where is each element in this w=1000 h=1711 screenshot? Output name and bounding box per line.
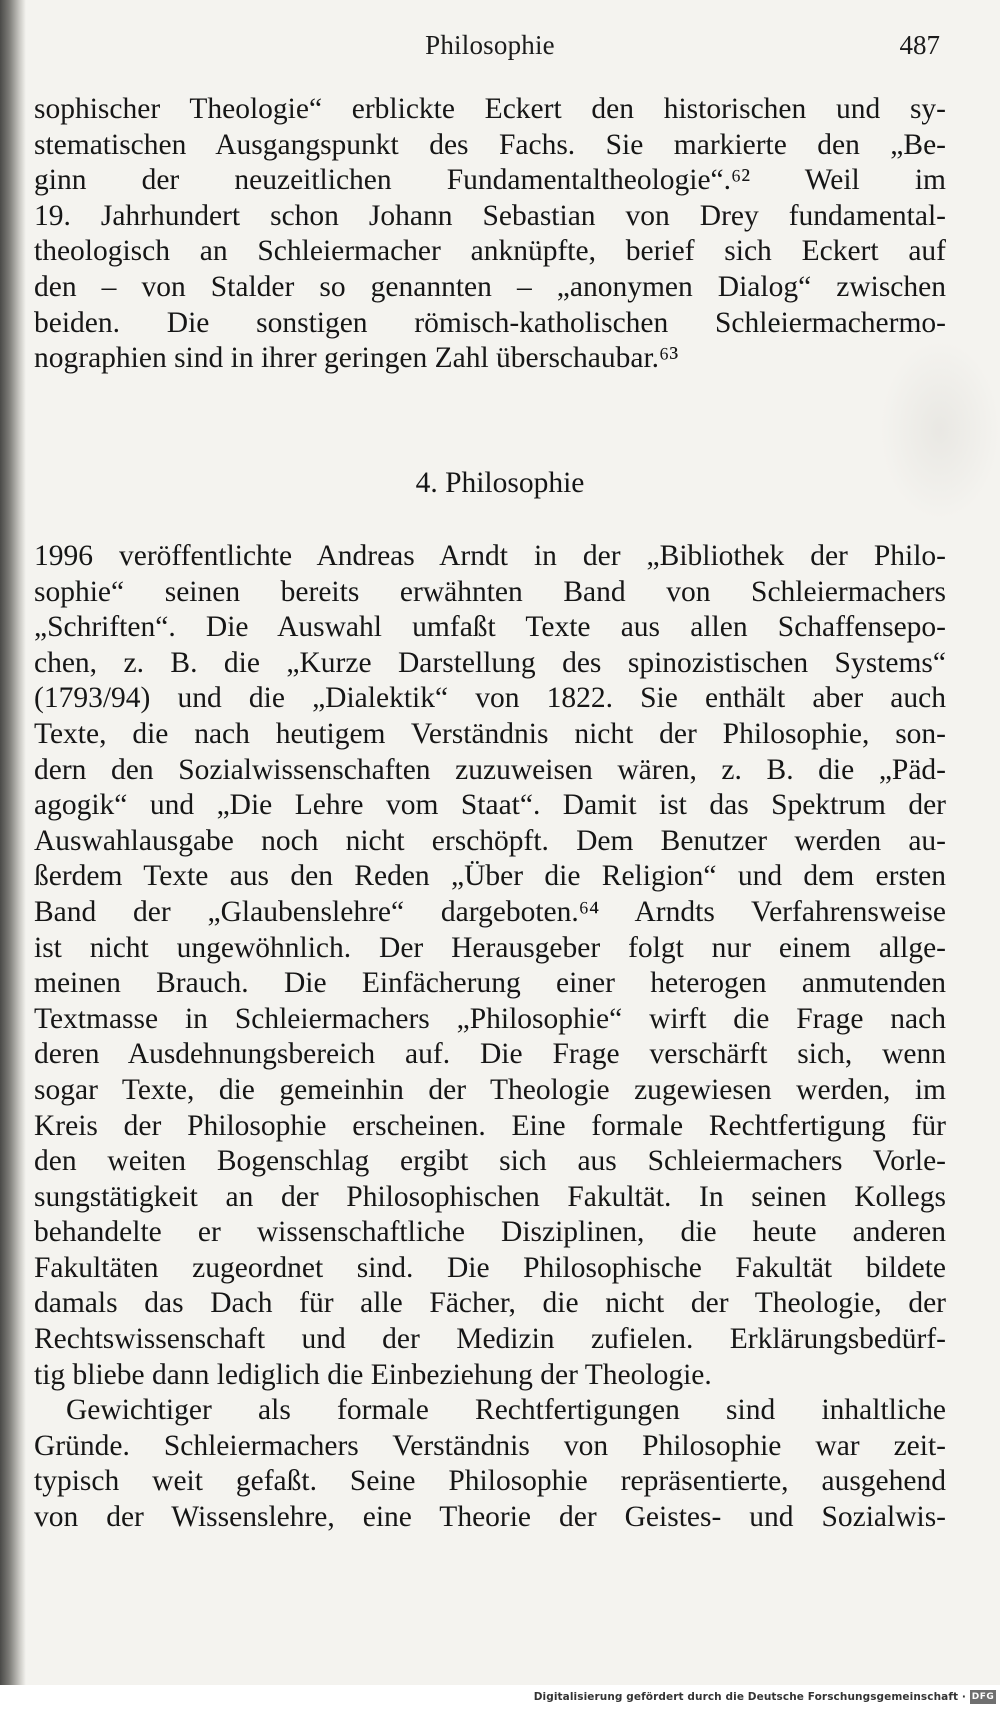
digitization-footer xyxy=(0,1685,1000,1711)
text-line: von der Wissenslehre, eine Theorie der Geistes- und Sozialwis- xyxy=(34,1500,946,1533)
text-line: „Schriften“. Die Auswahl umfaßt Texte aus allen Schaffensepo- xyxy=(34,611,946,644)
text-line: chen, z. B. die „Kurze Darstellung des spinozistischen Systems“ xyxy=(34,646,946,679)
text-line: 19. Jahrhundert schon Johann Sebastian von Drey fundamental- xyxy=(34,199,946,232)
text-line: sophischer Theologie“ erblickte Eckert den historischen und sy- xyxy=(34,93,946,125)
text-line: meinen Brauch. Die Einfächerung einer heterogen anmutenden xyxy=(34,967,946,1000)
text-line: Rechtswissenschaft und der Medizin zufielen. Erklärungsbedürf- xyxy=(34,1323,946,1356)
text-line: den – von Stalder so genannten – „anonymen Dialog“ zwischen xyxy=(34,270,946,303)
paragraph-next xyxy=(34,1393,946,1535)
text-line: behandelte er wissenschaftliche Disziplinen, die heute anderen xyxy=(34,1216,946,1249)
text-line: dern den Sozialwissenschaften zuzuweisen wären, z. B. die „Päd- xyxy=(34,753,946,786)
digitization-credit: Digitalisierung gefördert durch die Deutsche Forschungsgemeinschaft · xyxy=(533,1691,966,1703)
text-line: Gewichtiger als formale Rechtfertigungen sind inhaltliche xyxy=(66,1394,946,1426)
text-line: stematischen Ausgangspunkt des Fachs. Sie markierte den „Be- xyxy=(34,128,946,161)
text-line: typisch weit gefaßt. Seine Philosophie repräsentierte, ausgehend xyxy=(34,1465,946,1498)
text-line: sogar Texte, die gemeinhin der Theologie zugewiesen werden, im xyxy=(34,1073,946,1106)
text-line: Texte, die nach heutigem Verständnis nicht der Philosophie, son- xyxy=(34,717,946,750)
text-line: tig bliebe dann lediglich die Einbeziehung der Theologie. xyxy=(34,1358,712,1391)
text-line: sophie“ seinen bereits erwähnten Band von Schleiermachers xyxy=(34,575,946,608)
text-line: sungstätigkeit an der Philosophischen Fakultät. In seinen Kollegs xyxy=(34,1180,946,1213)
text-line: nographien sind in ihrer geringen Zahl überschaubar.⁶³ xyxy=(34,342,679,375)
text-line: ginn der neuzeitlichen Fundamentaltheologie“.⁶² Weil im xyxy=(34,164,946,197)
text-line: Gründe. Schleiermachers Verständnis von Philosophie war zeit- xyxy=(34,1429,946,1462)
running-head xyxy=(40,30,940,70)
binding-shadow xyxy=(0,0,26,1711)
text-line: Band der „Glaubenslehre“ dargeboten.⁶⁴ Arndts Verfahrensweise xyxy=(34,895,946,928)
running-title: Philosophie xyxy=(425,30,555,60)
text-line: den weiten Bogenschlag ergibt sich aus Schleiermachers Vorle- xyxy=(34,1145,946,1178)
text-line: Fakultäten zugeordnet sind. Die Philosophische Fakultät bildete xyxy=(34,1251,946,1284)
text-line: deren Ausdehnungsbereich auf. Die Frage verschärft sich, wenn xyxy=(34,1038,946,1071)
text-line: ist nicht ungewöhnlich. Der Herausgeber folgt nur einem allge- xyxy=(34,931,946,964)
text-line: beiden. Die sonstigen römisch-katholischen Schleiermachermo- xyxy=(34,306,946,339)
text-line: Textmasse in Schleiermachers „Philosophie“ wirft die Frage nach xyxy=(34,1002,946,1035)
text-line: damals das Dach für alle Fächer, die nicht der Theologie, der xyxy=(34,1287,946,1320)
section-heading: 4. Philosophie xyxy=(415,467,585,499)
text-line: theologisch an Schleiermacher anknüpfte, berief sich Eckert auf xyxy=(34,235,946,268)
text-line: 1996 veröffentlichte Andreas Arndt in der „Bibliothek der Philo- xyxy=(34,540,946,572)
text-line: (1793/94) und die „Dialektik“ von 1822. Sie enthält aber auch xyxy=(34,682,946,715)
page-number: 487 xyxy=(899,30,940,60)
text-line: Kreis der Philosophie erscheinen. Eine formale Rechtfertigung für xyxy=(34,1109,946,1142)
paragraph-main xyxy=(34,539,946,1393)
text-line: Auswahlausgabe noch nicht erschöpft. Dem Benutzer werden au- xyxy=(34,824,946,857)
text-line: agogik“ und „Die Lehre vom Staat“. Damit ist das Spektrum der xyxy=(34,789,946,822)
text-line: ßerdem Texte aus den Reden „Über die Religion“ und dem ersten xyxy=(34,860,946,893)
dfg-logo-icon: DFG xyxy=(971,1692,995,1702)
paragraph-continuation xyxy=(34,92,946,377)
